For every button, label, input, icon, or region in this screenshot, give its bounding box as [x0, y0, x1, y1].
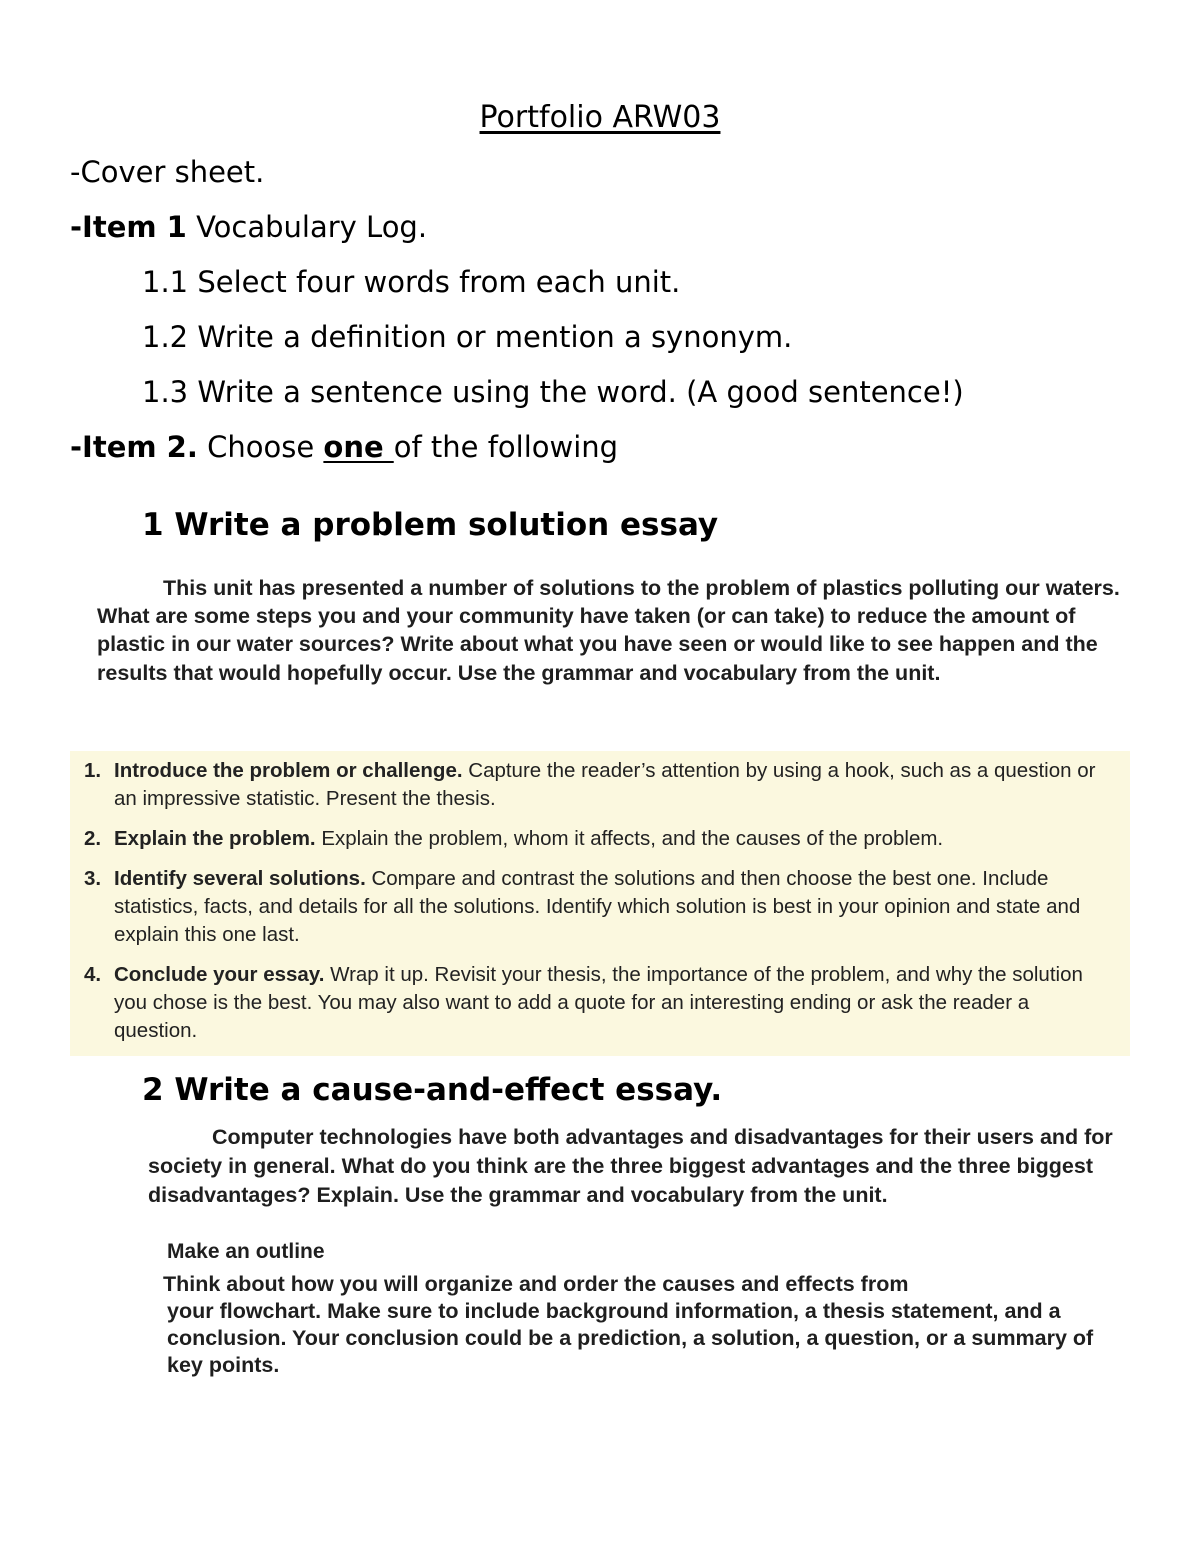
essay-1-prompt: This unit has presented a number of solutions to the problem of plastics polluting our waters. What are some steps you and your community have taken (or can take) to reduce the amount of plastic in our water sources? Write about what you have seen or would like to see happen and the results that would hopefully occur. Use the grammar and vocabulary from the unit. [97, 576, 1120, 685]
essay-1-step [84, 961, 1114, 1045]
step-text: Explain the problem, whom it affects, and the causes of the problem. [315, 827, 944, 850]
item-2-label: -Item 2. [70, 430, 198, 464]
essay-1-step [84, 757, 1114, 813]
item-2-emphasis: one [323, 430, 394, 464]
item-1-line [70, 210, 427, 244]
step-text: Wrap it up. Revisit your thesis, the importance of the problem, and why the solution you chose is the best. You may also want to add a quote for an interesting ending or ask the reader a question. [114, 963, 1083, 1042]
essay-1-step [84, 865, 1114, 949]
item-1-text: Vocabulary Log. [186, 210, 428, 244]
essay-1-step [84, 825, 1114, 853]
outline-line: key points. [167, 1353, 280, 1377]
subitem-1-3: 1.3 Write a sentence using the word. (A good sentence!) [142, 375, 964, 409]
step-text: Compare and contrast the solutions and then choose the best one. Include statistics, facts, and details for all the solutions. Identify which solution is best in your opinion and state and explain this one last. [114, 867, 1081, 946]
item-1-label: -Item 1 [70, 210, 187, 244]
item-2-pre: Choose [197, 430, 324, 464]
step-lead: Explain the problem. [114, 827, 316, 850]
essay-1-steps-box [70, 751, 1130, 1056]
outline-line: Think about how you will organize and order the causes and effects from [163, 1272, 909, 1296]
subitem-1-2: 1.2 Write a definition or mention a synonym. [142, 320, 793, 354]
essay-2-prompt: Computer technologies have both advantages and disadvantages for their users and for society in general. What do you think are the three biggest advantages and the three biggest disadvantages? Explain. Use the grammar and vocabulary from the unit. [148, 1125, 1113, 1207]
document-title: Portfolio ARW03 [479, 100, 721, 135]
subitem-1-1: 1.1 Select four words from each unit. [142, 265, 681, 299]
outline-heading: Make an outline [167, 1240, 325, 1263]
item-2-post: of the following [393, 430, 619, 464]
cover-sheet-line: -Cover sheet. [70, 155, 265, 189]
item-2-line [70, 430, 618, 464]
step-lead: Conclude your essay. [114, 963, 325, 986]
step-number: 2. [84, 827, 102, 850]
step-number: 3. [84, 867, 102, 890]
step-number: 1. [84, 759, 102, 782]
step-number: 4. [84, 963, 102, 986]
step-lead: Identify several solutions. [114, 867, 366, 890]
outline-line: your flowchart. Make sure to include background information, a thesis statement, and a [167, 1299, 1061, 1323]
essay-1-heading: 1 Write a problem solution essay [142, 507, 719, 543]
step-lead: Introduce the problem or challenge. [114, 759, 463, 782]
essay-2-heading: 2 Write a cause-and-effect essay. [142, 1072, 723, 1108]
step-text: Capture the reader’s attention by using a hook, such as a question or an impressive statistic. Present the thesis. [114, 759, 1096, 810]
outline-line: conclusion. Your conclusion could be a prediction, a solution, a question, or a summary of [167, 1326, 1094, 1350]
